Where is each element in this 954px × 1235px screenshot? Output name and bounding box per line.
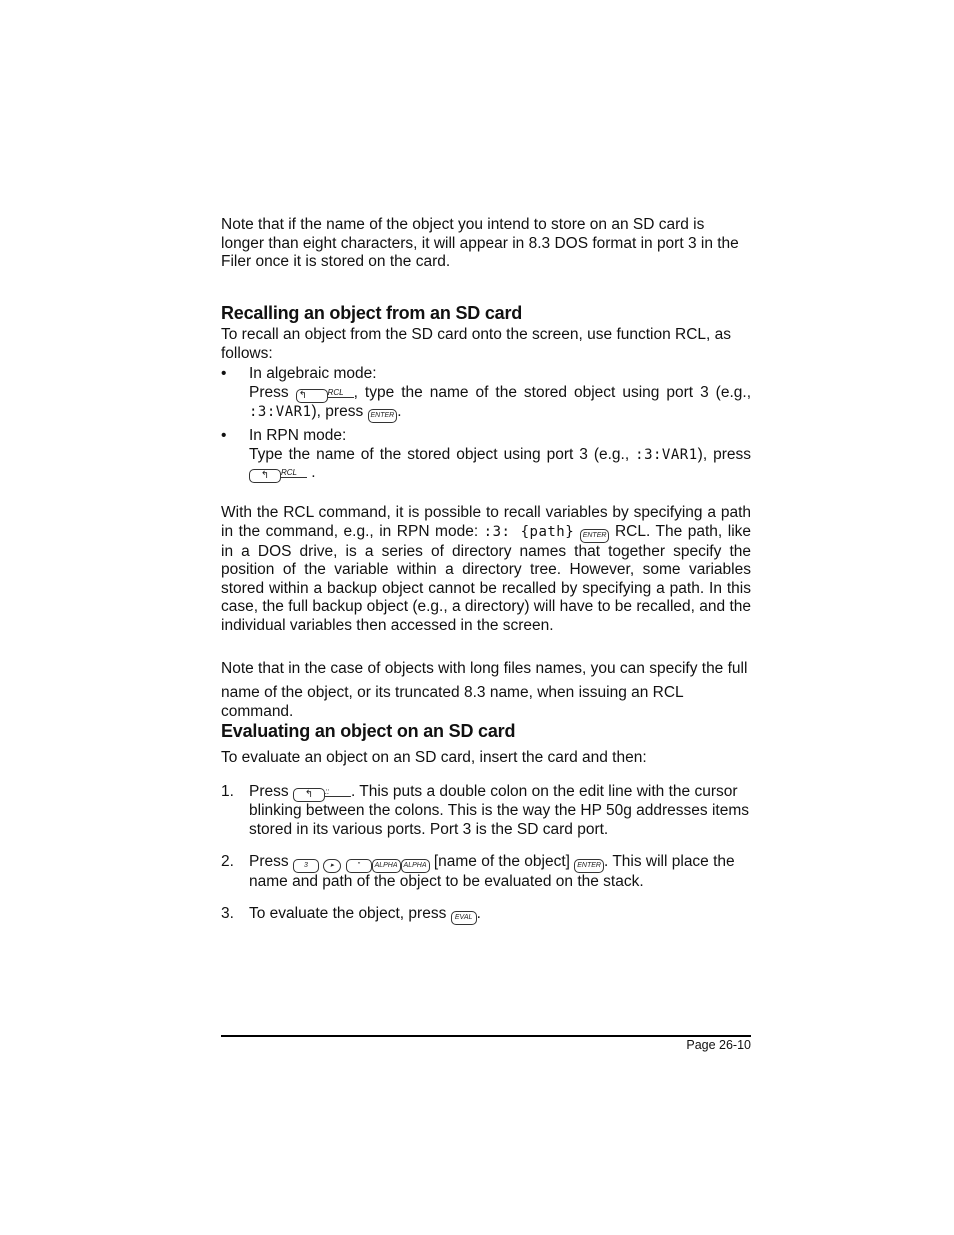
footer-rule: [221, 1035, 751, 1037]
code-port-var: :3:VAR1: [635, 446, 698, 463]
code-path: :3: {path}: [483, 523, 575, 540]
bullet-algebraic-title: In algebraic mode:: [249, 365, 377, 382]
recall-lead: To recall an object from the SD card onto the screen, use function RCL, as follows:: [221, 326, 732, 362]
bullet-rpn-line2: ↰ RCL .: [249, 464, 751, 483]
rcl-path-paragraph: With the RCL command, it is possible to recall variables by specifying a path in the command, e.g., in RPN mode: :3: {path} ENTER RCL. The path, like in a DOS drive, is a series of directory names that together specify the position of the variable within a directory tree. However, some variables stored within a backup object cannot be recalled by specifying a path. In this case, the full backup object (e.g., a directory) will have to be recalled, and the individual variables then accessed in the screen.: [221, 504, 752, 634]
long-names-note-line2: name of the object, or its truncated 8.3 name, when issuing an RCL command.: [221, 684, 684, 720]
left-shift-key: ↰: [249, 469, 281, 483]
evaluate-lead: To evaluate an object on an SD card, insert the card and then:: [221, 749, 647, 766]
eval-key: EVAL: [451, 911, 477, 925]
double-colon-key-label: ::: [325, 788, 351, 797]
enter-key: ENTER: [574, 859, 604, 873]
long-names-note-line1: Note that in the case of objects with long files names, you can specify the full: [221, 660, 748, 677]
rcl-key-label: RCL: [328, 389, 354, 398]
enter-key: ENTER: [580, 529, 610, 543]
bullet-dot: •: [221, 427, 227, 444]
bullet-dot: •: [221, 365, 227, 382]
bullet-rpn: [249, 427, 751, 483]
rcl-key-label: RCL: [281, 469, 307, 478]
step-1: Press ↰ ::. This puts a double colon on the edit line with the cursor blinking between the colons. This is the way the HP 50g addresses items stored in its various ports. Port 3 is the SD card port.: [249, 783, 750, 838]
bullet-rpn-title: In RPN mode:: [249, 427, 347, 444]
enter-key: ENTER: [368, 409, 398, 423]
alpha-key: ALPHA: [372, 859, 401, 873]
left-shift-key: ↰: [293, 788, 325, 802]
step-number: 3.: [221, 905, 234, 922]
bullet-rpn-line: Type the name of the stored object using port 3 (e.g., :3:VAR1), press: [249, 445, 751, 463]
code-port-var: :3:VAR1: [249, 403, 312, 420]
step-2: Press 3 ▸ " ALPHA ALPHA [name of the object] ENTER . This will place the name and path of the object to be evaluated on the stack.: [249, 853, 735, 890]
section-heading-recall: Recalling an object from an SD card: [221, 303, 523, 323]
bullet-algebraic-line: Press ↰ RCL , type the name of the stored object using port 3 (e.g.,: [249, 383, 752, 401]
right-arrow-key: ▸: [323, 859, 341, 873]
section-heading-evaluate: Evaluating an object on an SD card: [221, 721, 516, 741]
intro-paragraph: Note that if the name of the object you intend to store on an SD card is longer than eight characters, it will appear in 8.3 DOS format in port 3 in the Filer once it is stored on the card.: [221, 216, 739, 271]
space-key: ": [346, 859, 372, 873]
three-key: 3: [293, 859, 319, 873]
bullet-algebraic: [249, 365, 751, 423]
step-number: 1.: [221, 783, 234, 800]
step-number: 2.: [221, 853, 234, 870]
bullet-algebraic-line2: :3:VAR1), press ENTER .: [249, 403, 751, 423]
step-3: To evaluate the object, press EVAL .: [249, 905, 751, 925]
page-number: Page 26-10: [686, 1038, 751, 1052]
alpha-key: ALPHA: [401, 859, 430, 873]
left-shift-key: ↰: [296, 389, 328, 403]
